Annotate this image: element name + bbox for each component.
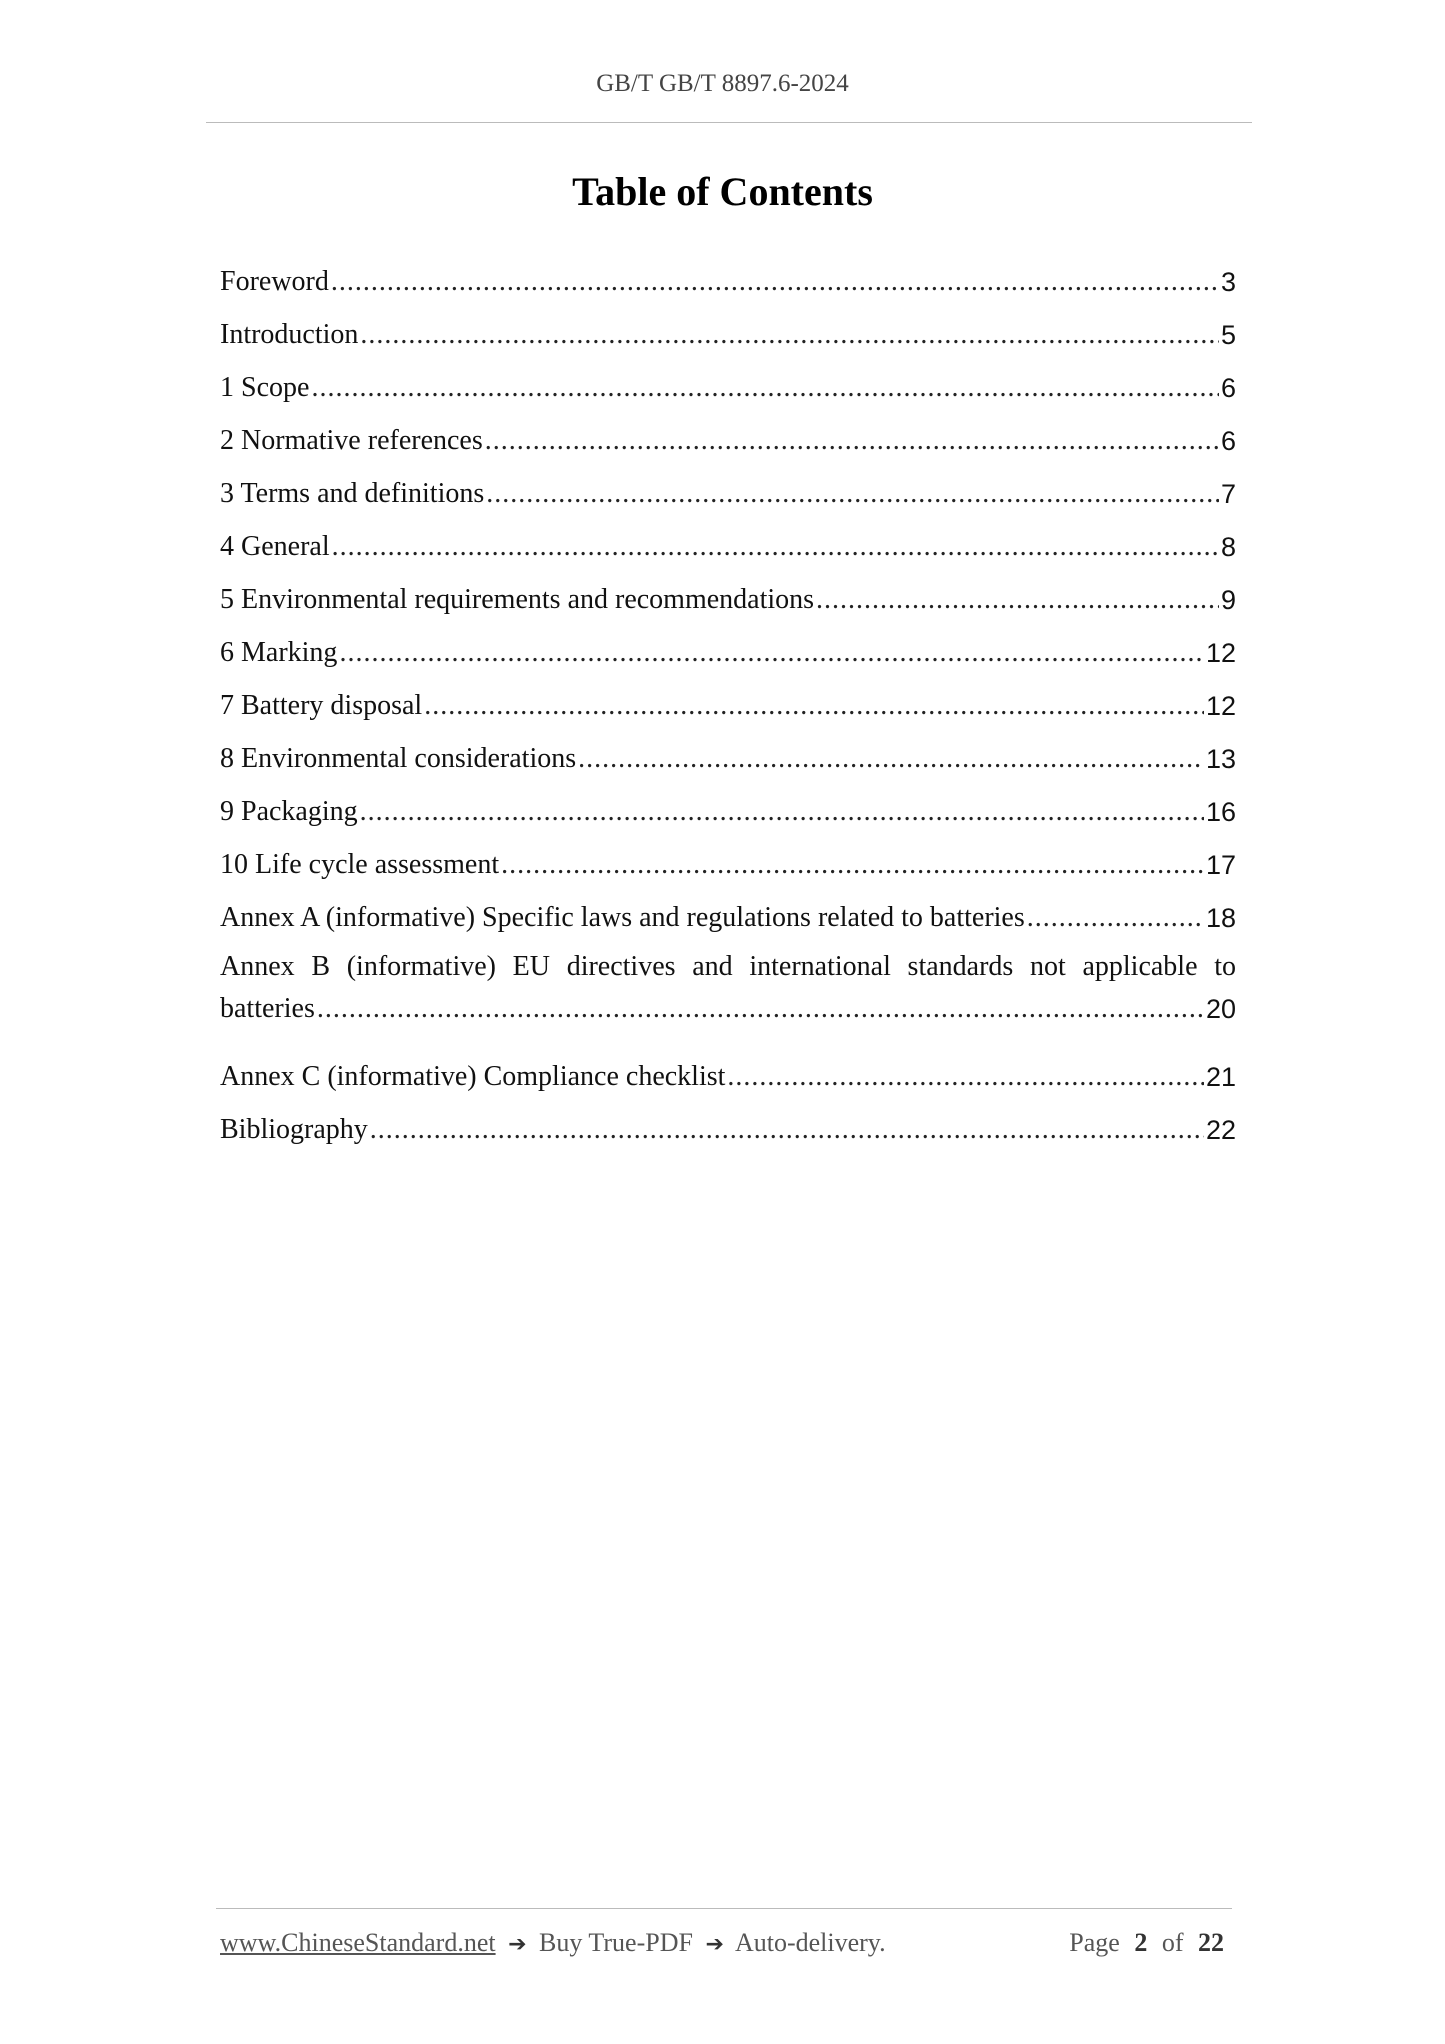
page-current: 2 xyxy=(1134,1928,1148,1957)
toc-entry-page: 5 xyxy=(1220,320,1236,350)
toc-entry-label-continued: batteries xyxy=(220,993,315,1024)
dot-leader xyxy=(317,992,1204,1026)
arrow-right-icon: ➔ xyxy=(508,1932,527,1957)
dot-leader xyxy=(360,318,1219,352)
toc-entry-annex-b[interactable] xyxy=(220,935,1236,1041)
toc-entry-page: 16 xyxy=(1205,797,1236,827)
toc-entry-label: 1 Scope xyxy=(220,372,310,403)
toc-entry-page: 12 xyxy=(1205,691,1236,721)
toc-entry-environmental-requirements[interactable] xyxy=(220,564,1236,617)
toc-entry-label: 7 Battery disposal xyxy=(220,690,423,721)
toc-entry-general[interactable] xyxy=(220,511,1236,564)
page-total: 22 xyxy=(1198,1928,1224,1957)
dot-leader xyxy=(339,636,1204,670)
footer-promo xyxy=(220,1928,886,1958)
page-footer xyxy=(220,1928,1232,1962)
dot-leader xyxy=(331,265,1219,299)
toc-entry-page: 3 xyxy=(1220,267,1236,297)
toc-entry-label: Annex A (informative) Specific laws and regulations related to batteries xyxy=(220,902,1025,933)
delivery-text: Auto-delivery. xyxy=(734,1928,886,1957)
toc-entry-battery-disposal[interactable] xyxy=(220,670,1236,723)
toc-entry-label: 10 Life cycle assessment xyxy=(220,849,500,880)
toc-entry-label: Introduction xyxy=(220,319,359,350)
dot-leader xyxy=(485,424,1219,458)
dot-leader xyxy=(727,1060,1204,1094)
footer-divider xyxy=(216,1908,1232,1909)
toc-entry-label: 4 General xyxy=(220,531,330,562)
toc-entry-foreword[interactable] xyxy=(220,246,1236,299)
toc-entry-label: 5 Environmental requirements and recommendations xyxy=(220,584,815,615)
toc-entry-annex-a[interactable] xyxy=(220,882,1236,935)
toc-entry-page: 9 xyxy=(1220,585,1236,615)
toc-entry-normative-references[interactable] xyxy=(220,405,1236,458)
dot-leader xyxy=(360,795,1204,829)
buy-text: Buy True-PDF xyxy=(539,1928,693,1957)
toc-entry-label: Bibliography xyxy=(220,1114,368,1145)
arrow-right-icon: ➔ xyxy=(705,1932,724,1957)
page-number xyxy=(1069,1928,1232,1958)
of-word: of xyxy=(1161,1928,1184,1957)
toc-entry-label: 3 Terms and definitions xyxy=(220,478,485,509)
toc-entry-marking[interactable] xyxy=(220,617,1236,670)
toc-entry-label: Annex C (informative) Compliance checklist xyxy=(220,1061,726,1092)
toc-entry-page: 18 xyxy=(1205,903,1236,933)
toc-entry-label: 2 Normative references xyxy=(220,425,483,456)
toc-entry-bibliography[interactable] xyxy=(220,1094,1236,1147)
toc-entry-page: 20 xyxy=(1205,994,1236,1024)
dot-leader xyxy=(1027,901,1204,935)
dot-leader xyxy=(311,371,1219,405)
toc-entry-page: 17 xyxy=(1205,850,1236,880)
toc-entry-page: 6 xyxy=(1220,426,1236,456)
toc-entry-packaging[interactable] xyxy=(220,776,1236,829)
dot-leader xyxy=(332,530,1219,564)
toc-entry-annex-c[interactable] xyxy=(220,1041,1236,1094)
dot-leader xyxy=(816,583,1219,617)
toc-list xyxy=(220,246,1236,1147)
toc-entry-page: 22 xyxy=(1205,1115,1236,1145)
toc-entry-terms-and-definitions[interactable] xyxy=(220,458,1236,511)
toc-entry-life-cycle-assessment[interactable] xyxy=(220,829,1236,882)
dot-leader xyxy=(424,689,1204,723)
toc-entry-page: 6 xyxy=(1220,373,1236,403)
dot-leader xyxy=(370,1113,1204,1147)
toc-entry-label: Annex B (informative) EU directives and international standards not applicable to xyxy=(220,951,1236,982)
toc-entry-label: 8 Environmental considerations xyxy=(220,743,577,774)
toc-entry-environmental-considerations[interactable] xyxy=(220,723,1236,776)
dot-leader xyxy=(578,742,1204,776)
toc-entry-label: 9 Packaging xyxy=(220,796,358,827)
toc-entry-introduction[interactable] xyxy=(220,299,1236,352)
page-word: Page xyxy=(1069,1928,1120,1957)
running-header: GB/T GB/T 8897.6-2024 xyxy=(596,70,849,97)
site-link[interactable]: www.ChineseStandard.net xyxy=(220,1928,496,1957)
toc-entry-page: 7 xyxy=(1220,479,1236,509)
dot-leader xyxy=(501,848,1204,882)
header-divider xyxy=(206,122,1252,123)
toc-entry-page: 12 xyxy=(1205,638,1236,668)
toc-title: Table of Contents xyxy=(572,169,873,214)
toc-entry-label: Foreword xyxy=(220,266,329,297)
toc-entry-page: 13 xyxy=(1205,744,1236,774)
toc-entry-scope[interactable] xyxy=(220,352,1236,405)
toc-entry-label: 6 Marking xyxy=(220,637,338,668)
toc-entry-page: 8 xyxy=(1220,532,1236,562)
dot-leader xyxy=(486,477,1219,511)
toc-entry-page: 21 xyxy=(1205,1062,1236,1092)
